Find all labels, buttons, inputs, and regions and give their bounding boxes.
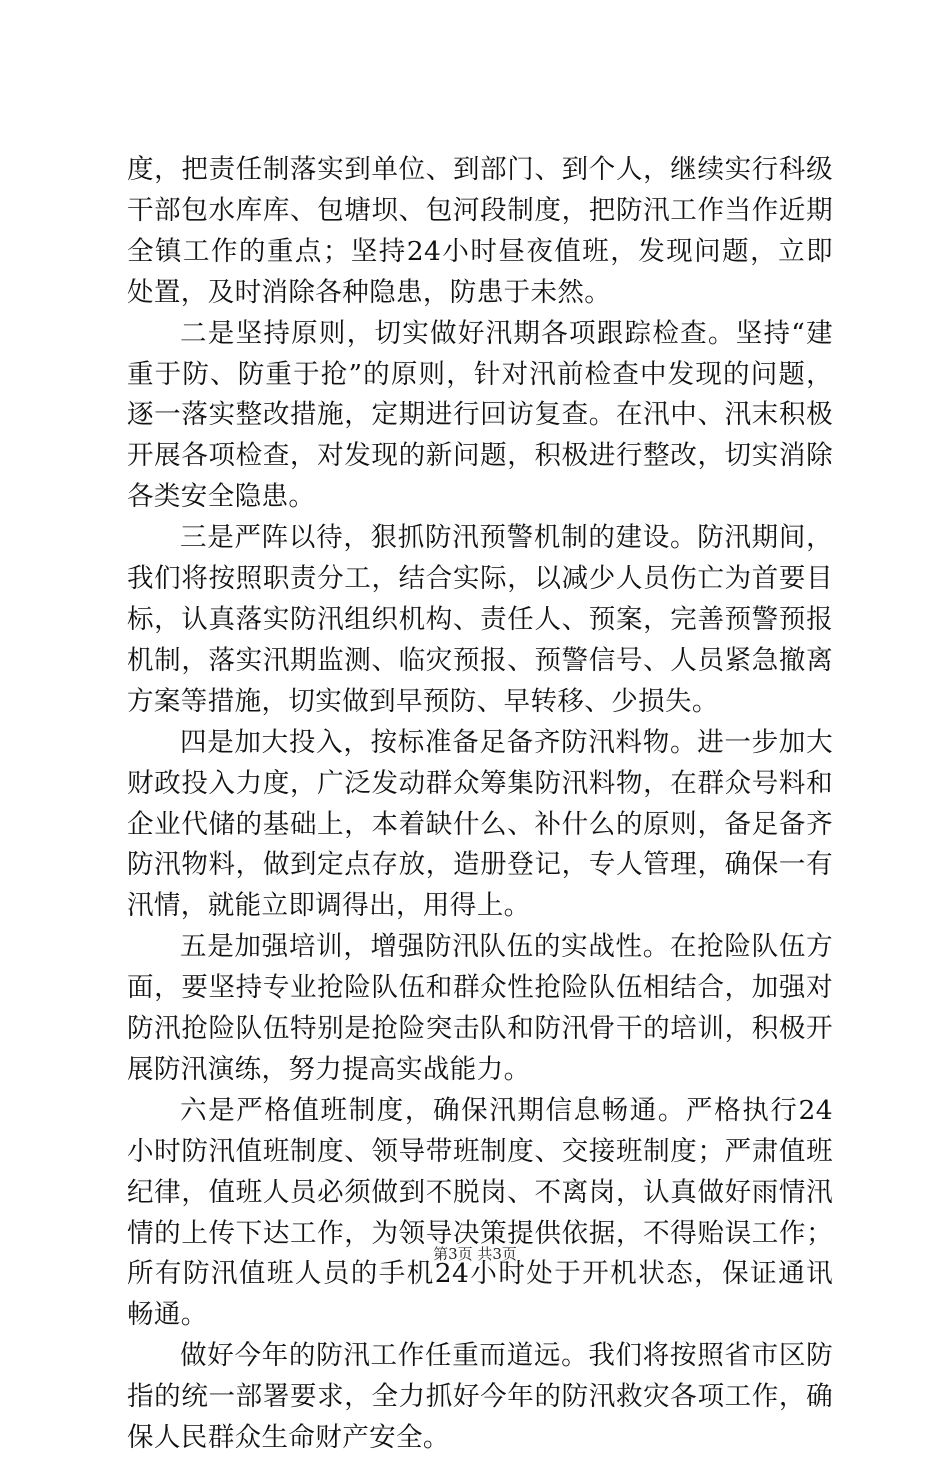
paragraph-duty-system: 六是严格值班制度，确保汛期信息畅通。严格执行24小时防汛值班制度、领导带班制度、交接班制度；严肃值班纪律，值班人员必须做到不脱岗、不离岗，认真做好雨情汛情的上传下达工作，为领导决策提供依据，不得贻误工作；所有防汛值班人员的手机24小时处于开机状态，保证通讯畅通。 [127,1094,833,1331]
paragraph-training: 五是加强培训，增强防汛队伍的实战性。在抢险队伍方面，要坚持专业抢险队伍和群众性抢险队伍相结合，加强对防汛抢险队伍特别是抢险突击队和防汛骨干的培训，积极开展防汛演练，努力提高实战能力。 [127,931,833,1085]
paragraph-conclusion: 做好今年的防汛工作任重而道远。我们将按照省市区防指的统一部署要求，全力抓好今年的防汛救灾各项工作，确保人民群众生命财产安全。 [127,1340,833,1454]
paragraph-materials: 四是加大投入，按标准备足备齐防汛料物。进一步加大财政投入力度，广泛发动群众筹集防汛料物，在群众号料和企业代储的基础上，本着缺什么、补什么的原则，备足备齐防汛物料，做到定点存放，造册登记，专人管理，确保一有汛情，就能立即调得出，用得上。 [127,726,833,922]
paragraph-early-warning: 三是严阵以待，狠抓防汛预警机制的建设。防汛期间，我们将按照职责分工，结合实际，以减少人员伤亡为首要目标，认真落实防汛组织机构、责任人、预案，完善预警预报机制，落实汛期监测、临灾预报、预警信号、人员紧急撤离方案等措施，切实做到早预防、早转移、少损失。 [127,522,833,717]
page-number-footer: 第3页 共3页 [433,1245,517,1263]
paragraph-continuation: 度，把责任制落实到单位、到部门、到个人，继续实行科级干部包水库库、包塘坝、包河段制度，把防汛工作当作近期全镇工作的重点；坚持24小时昼夜值班，发现问题，立即处置，及时消除各种隐患，防患于未然。 [127,154,833,308]
paragraph-inspection: 二是坚持原则，切实做好汛期各项跟踪检查。坚持“建重于防、防重于抢”的原则，针对汛前检查中发现的问题，逐一落实整改措施，定期进行回访复查。在汛中、汛末积极开展各项检查，对发现的新问题，积极进行整改，切实消除各类安全隐患。 [127,317,833,513]
